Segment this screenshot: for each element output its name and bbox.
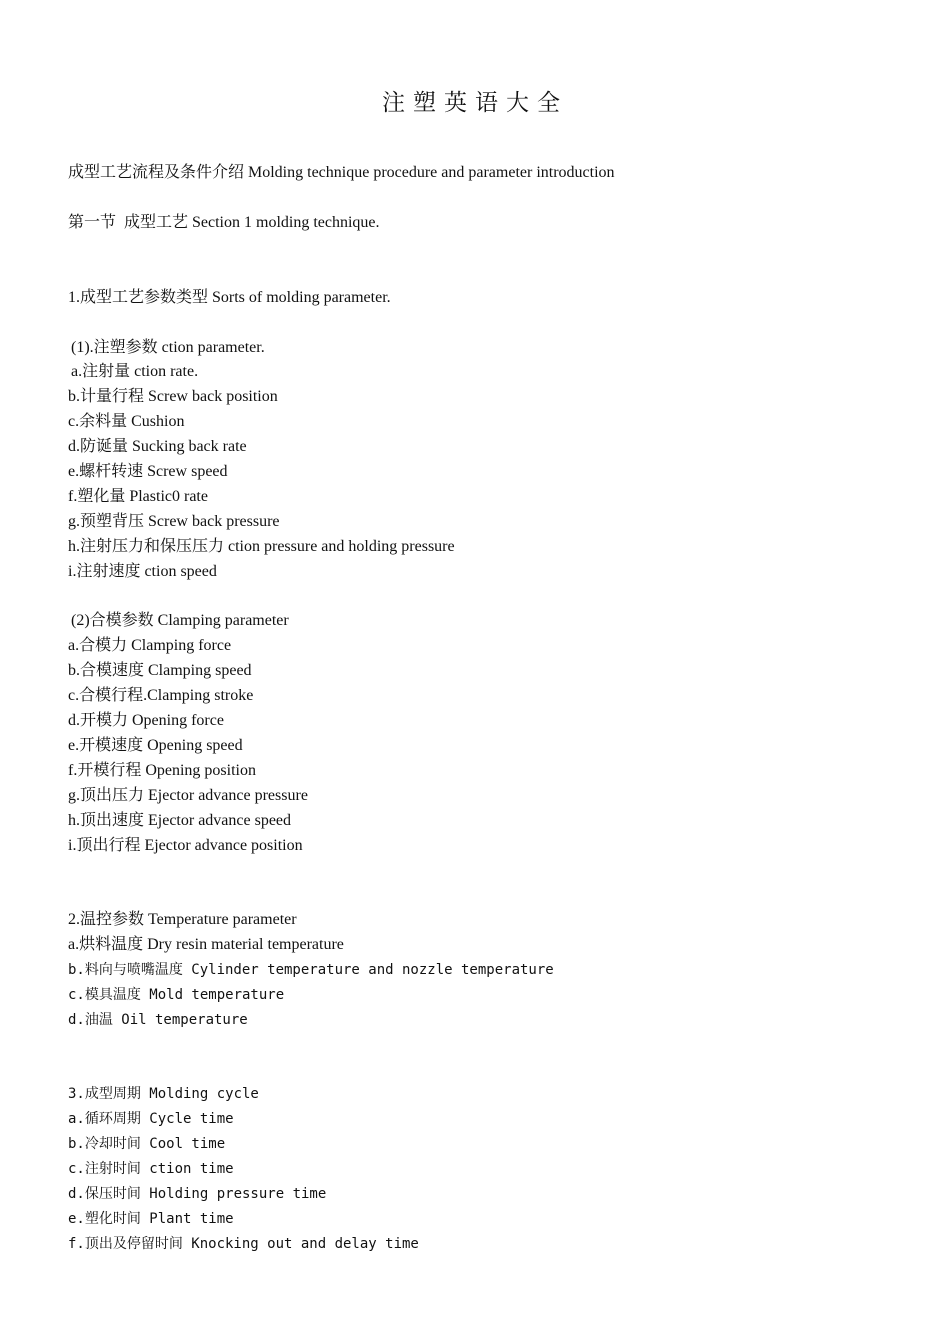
list-item: e.开模速度 Opening speed <box>68 737 243 754</box>
part3-heading: 3.成型周期 Molding cycle <box>68 1086 259 1102</box>
list-item: e.螺杆转速 Screw speed <box>68 463 228 480</box>
list-item: h.顶出速度 Ejector advance speed <box>68 812 292 829</box>
list-item: b.料向与喷嘴温度 Cylinder temperature and nozzle temperature <box>68 962 554 978</box>
list-item: i.注射速度 ction speed <box>68 563 217 580</box>
intro-line: 成型工艺流程及条件介绍 Molding technique procedure and parameter introduction <box>68 164 615 181</box>
list-item: d.防诞量 Sucking back rate <box>68 438 247 455</box>
clamping-parameter-heading: (2)合模参数 Clamping parameter <box>71 612 289 629</box>
list-item: a.循环周期 Cycle time <box>68 1111 234 1127</box>
section-heading: 第一节 成型工艺 Section 1 molding technique. <box>68 214 380 231</box>
list-item: c.注射时间 ction time <box>68 1161 234 1177</box>
list-item: e.塑化时间 Plant time <box>68 1211 234 1227</box>
document-title: 注塑英语大全 <box>382 90 568 115</box>
list-item: b.冷却时间 Cool time <box>68 1136 226 1152</box>
list-item: i.顶出行程 Ejector advance position <box>68 837 303 854</box>
list-item: c.余料量 Cushion <box>68 413 185 430</box>
list-item: c.合模行程.Clamping stroke <box>68 687 254 704</box>
list-item: d.油温 Oil temperature <box>68 1012 248 1028</box>
list-item: g.预塑背压 Screw back pressure <box>68 513 280 530</box>
part2-heading: 2.温控参数 Temperature parameter <box>68 911 297 928</box>
list-item: f.开模行程 Opening position <box>68 762 256 779</box>
list-item: a.注射量 ction rate. <box>71 363 199 380</box>
list-item: d.保压时间 Holding pressure time <box>68 1186 327 1202</box>
list-item: g.顶出压力 Ejector advance pressure <box>68 787 308 804</box>
list-item: a.合模力 Clamping force <box>68 637 232 654</box>
injection-parameter-heading: (1).注塑参数 ction parameter. <box>71 339 265 356</box>
list-item: b.计量行程 Screw back position <box>68 388 278 405</box>
list-item: b.合模速度 Clamping speed <box>68 662 252 679</box>
list-item: d.开模力 Opening force <box>68 712 224 729</box>
part1-heading: 1.成型工艺参数类型 Sorts of molding parameter. <box>68 289 391 306</box>
list-item: c.模具温度 Mold temperature <box>68 987 285 1003</box>
list-item: f.塑化量 Plastic0 rate <box>68 488 208 505</box>
list-item: f.顶出及停留时间 Knocking out and delay time <box>68 1236 419 1252</box>
list-item: h.注射压力和保压压力 ction pressure and holding pressure <box>68 538 455 555</box>
list-item: a.烘料温度 Dry resin material temperature <box>68 936 344 953</box>
